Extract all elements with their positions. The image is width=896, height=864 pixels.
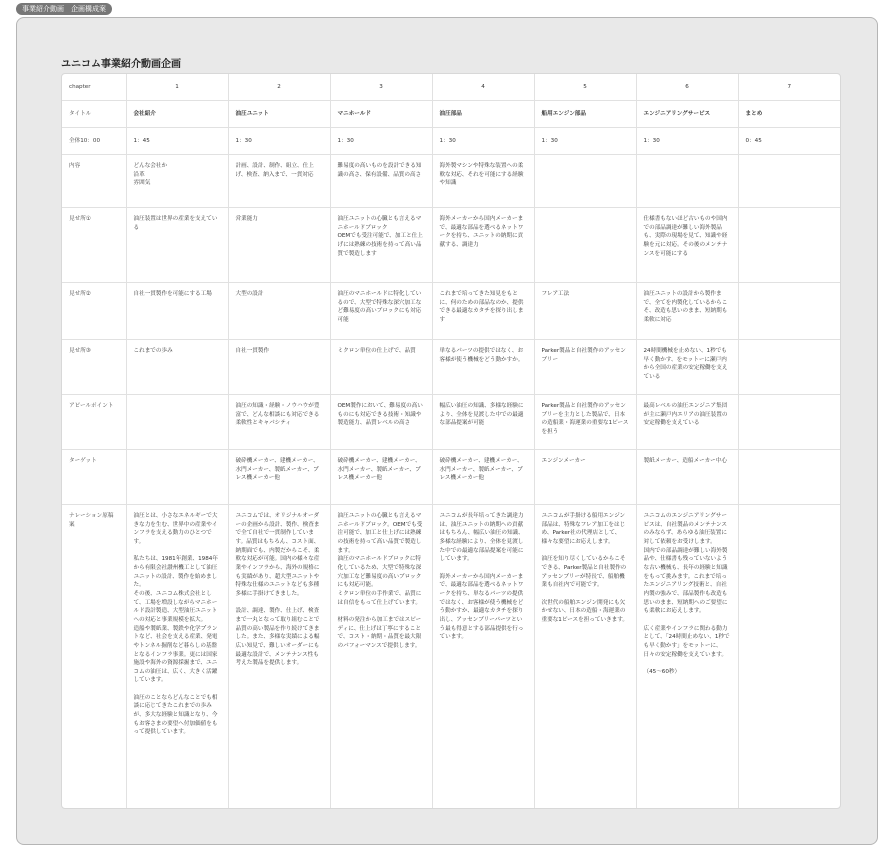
table-cell[interactable]: 油圧装置は世界の産業を支えている bbox=[126, 208, 228, 283]
table-cell[interactable]: 油圧部品 bbox=[432, 101, 534, 128]
table-cell[interactable]: ユニコムが手掛ける船用エンジン部品は、特殊なフレア加工をはじめ、Parker社の代理店として、様々な要望にお応えします。 油圧を知り尽くしているからこそできる、Parker製品と自社製作のアッセンブリーが特長で、船舶機業も自社内で可能です。 次世代の船舶エンジン開発にも欠かせない、日本の造船・海運業の重要な1ピースを担っていきます。 bbox=[534, 505, 636, 810]
row-header: chapter bbox=[62, 74, 126, 101]
table-cell[interactable]: 1：30 bbox=[228, 128, 330, 155]
table-cell[interactable]: 24時間機械を止めない、1秒でも早く動かす、をモットーに瀬戸内から全国の産業の安定稼働を支えている bbox=[636, 340, 738, 395]
table-cell[interactable]: 油圧ユニット bbox=[228, 101, 330, 128]
table-cell[interactable]: 大型の設計 bbox=[228, 283, 330, 340]
table-cell[interactable]: 1：30 bbox=[432, 128, 534, 155]
table-cell[interactable]: 1 bbox=[126, 74, 228, 101]
row-header: アピールポイント bbox=[62, 395, 126, 450]
table-cell[interactable]: 仕様書もないほど古いものや国内での部品調達が難しい海外製品も、実際の現場を見て、知識や経験を元に対応。その後のメンテナンスを可能にする bbox=[636, 208, 738, 283]
duration-row bbox=[62, 128, 840, 155]
table-cell[interactable] bbox=[534, 155, 636, 208]
plan-table-grid bbox=[62, 74, 840, 809]
table-cell[interactable]: 6 bbox=[636, 74, 738, 101]
table-cell[interactable] bbox=[738, 505, 840, 810]
table-cell[interactable]: 会社紹介 bbox=[126, 101, 228, 128]
table-cell[interactable]: 1：30 bbox=[636, 128, 738, 155]
row-header: 見せ所③ bbox=[62, 340, 126, 395]
target-row bbox=[62, 450, 840, 505]
table-cell[interactable]: 5 bbox=[534, 74, 636, 101]
content-row bbox=[62, 155, 840, 208]
table-cell[interactable]: 油圧ユニットの心臓とも言えるマニホールドブロック OEMでも受注可能で、加工と仕上げには熟練の技術を持って高い品質で製造します bbox=[330, 208, 432, 283]
table-cell[interactable]: 油圧のマニホールドに特化しているので、大型で特殊な深穴加工など難易度の高いブロックにも対応可能 bbox=[330, 283, 432, 340]
table-cell[interactable]: どんな会社か 沿革 雰囲気 bbox=[126, 155, 228, 208]
page-title: ユニコム事業紹介動画企画 bbox=[61, 59, 181, 70]
table-cell[interactable]: 計画、設計、制作、組立、仕上げ、検査、納入まで、一貫対応 bbox=[228, 155, 330, 208]
table-cell[interactable]: 船用エンジン部品 bbox=[534, 101, 636, 128]
table-cell[interactable]: ユニコムでは、オリジナルオーダーの企画から設計、製作、検査まで全て自社で一貫制作しています。品質はもちろん、コスト面、納期面でも、内製だからこそ、柔軟な対応が可能。国内の様々な産業やインフラから、海外の規格にも実績があり、超大型ユニットや特殊な仕様のユニットなども多種多様に手掛けてきました。 設計、調達、製作、仕上げ、検査まで一丸となって取り組むことで品質の高い製品を作り続けてきました。また、多様な実績による幅広い知見で、難しいオーダーにも最適な設計で、メンテナンス性も考えた製品を提供します。 bbox=[228, 505, 330, 810]
table-cell[interactable]: 破砕機メーカー、建機メーカー、水門メーカー、製紙メーカー、プレス機メーカー他 bbox=[432, 450, 534, 505]
row-header: 見せ所② bbox=[62, 283, 126, 340]
table-cell[interactable] bbox=[738, 155, 840, 208]
table-cell[interactable]: まとめ bbox=[738, 101, 840, 128]
table-cell[interactable] bbox=[126, 395, 228, 450]
table-cell[interactable]: これまで培ってきた知見をもとに、何のための部品なのか、提供できる最適なカタチを探り出します bbox=[432, 283, 534, 340]
table-cell[interactable]: 2 bbox=[228, 74, 330, 101]
table-cell[interactable]: 営業能力 bbox=[228, 208, 330, 283]
plan-table bbox=[61, 73, 841, 809]
row-header: 内容 bbox=[62, 155, 126, 208]
table-cell[interactable]: Parker製品と自社製作のアッセンブリーを主力とした製品で、日本の造船業・海運業の重要な1ピースを担う bbox=[534, 395, 636, 450]
table-cell[interactable] bbox=[738, 395, 840, 450]
table-cell[interactable] bbox=[738, 283, 840, 340]
row-header: 見せ所① bbox=[62, 208, 126, 283]
table-cell[interactable]: 油圧とは、小さなエネルギーで大きな力を生む、世界中の産業やインフラを支える動力のひとつです。 私たちは、1981年創業、1984年から有限会社讃州機工として油圧ユニットの設計、製作を始めました。 その後、ユニコム株式会社として、工場を増設しながらマニホールド設計製造、大型油圧ユニットへの対応と事業規模を拡大。 造船や製紙業、製鉄や化学プラントなど、社会を支える産業、発電やトンネル掘削など暮らしの基盤となるインフラ事業。更には国家施設や海外の資源採掘まで、ユニコムの油圧は、広く、大きく活躍しています。 油圧のことならどんなことでも相談に応じてきたこれまでの歩みが、多大な経験と知識となり、今もお客さまの要望へ付加価値をもって提供しています。 bbox=[126, 505, 228, 810]
appeal-point-row bbox=[62, 395, 840, 450]
highlight-2-row bbox=[62, 283, 840, 340]
table-cell[interactable]: エンジンメーカー bbox=[534, 450, 636, 505]
table-cell[interactable]: 油圧ユニットの設計から製作まで、全てを内製化しているからこそ、改造も思いのまま、短納期も柔軟に対応 bbox=[636, 283, 738, 340]
table-cell[interactable]: これまでの歩み bbox=[126, 340, 228, 395]
table-cell[interactable]: 破砕機メーカー、建機メーカー、水門メーカー、製紙メーカー、プレス機メーカー他 bbox=[228, 450, 330, 505]
table-cell[interactable]: 最高レベルの油圧エンジニア集団が主に瀬戸内エリアの油圧装置の安定稼働を支えている bbox=[636, 395, 738, 450]
table-cell[interactable]: 製紙メーカー、造船メーカー中心 bbox=[636, 450, 738, 505]
table-cell[interactable]: 0：45 bbox=[738, 128, 840, 155]
highlight-1-row bbox=[62, 208, 840, 283]
highlight-3-row bbox=[62, 340, 840, 395]
table-cell[interactable]: 海外メーカーから国内メーカーまで、最適な部品を選べるネットワークを持ち、ユニットの納期に貢献する、調達力 bbox=[432, 208, 534, 283]
chapter-row bbox=[62, 74, 840, 101]
table-cell[interactable]: エンジニアリングサービス bbox=[636, 101, 738, 128]
table-cell[interactable]: 難易度の高いものを設計できる知識の高さ、保有設備、品質の高さ bbox=[330, 155, 432, 208]
table-cell[interactable] bbox=[534, 208, 636, 283]
table-cell[interactable]: 1：45 bbox=[126, 128, 228, 155]
table-cell[interactable]: 7 bbox=[738, 74, 840, 101]
table-cell[interactable]: 1：30 bbox=[330, 128, 432, 155]
table-cell[interactable]: ユニコムが長年培ってきた調達力は、油圧ユニットの納期への貢献はもちろん、幅広い油圧の知識、多様な経験により、全体を見渡した中での最適な部品提案を可能にしています。 海外メーカーから国内メーカーまで、最適な部品を選べるネットワークを持ち、単なるパーツの提供ではなく、お客様が使う機械をどう動かすか、最適なカタチを探り出し、アッセンブリーパーツという最も得意とする部品提供を行っています。 bbox=[432, 505, 534, 810]
narration-row bbox=[62, 505, 840, 810]
row-header: タイトル bbox=[62, 101, 126, 128]
table-cell[interactable]: 自社一貫製作を可能にする工場 bbox=[126, 283, 228, 340]
table-cell[interactable] bbox=[126, 450, 228, 505]
table-cell[interactable]: 単なるパーツの提供ではなく、お客様が使う機械をどう動かすか。 bbox=[432, 340, 534, 395]
table-cell[interactable]: 油圧ユニットの心臓とも言えるマニホールドブロック。OEMでも受注可能で、加工と仕上げには熟練の技術を持って高い品質で製造します。 油圧のマニホールドブロックに特化しているため、大型で特殊な深穴加工など難易度の高いブロックにも対応可能。 ミクロン単位の手作業で、品質には自信をもって仕上げています。 材料の発注から加工まではスピーディに、仕上げは丁寧にすることで、コスト・納期・品質を最大限のパフォーマンスで提供します。 bbox=[330, 505, 432, 810]
row-header: 全体10：00 bbox=[62, 128, 126, 155]
table-cell[interactable] bbox=[738, 208, 840, 283]
title-row bbox=[62, 101, 840, 128]
table-cell[interactable]: 自社一貫製作 bbox=[228, 340, 330, 395]
document-tab-chip[interactable]: 事業紹介動画 企画構成案 bbox=[16, 3, 112, 15]
table-cell[interactable]: マニホールド bbox=[330, 101, 432, 128]
row-header: ナレーション原稿案 bbox=[62, 505, 126, 810]
table-cell[interactable]: 幅広い油圧の知識、多様な経験により、全体を見渡した中での最適な部品提案が可能 bbox=[432, 395, 534, 450]
table-cell[interactable] bbox=[738, 450, 840, 505]
row-header: ターゲット bbox=[62, 450, 126, 505]
table-cell[interactable]: 海外製マシンや特殊な装置への柔軟な対応、それを可能にする経験や知識 bbox=[432, 155, 534, 208]
table-cell[interactable]: 油圧の知識・経験・ノウハウが豊富で、どんな相談にも対応できる柔軟性とキャパシティ bbox=[228, 395, 330, 450]
table-cell[interactable]: フレア工法 bbox=[534, 283, 636, 340]
table-cell[interactable]: Parker製品と自社製作のアッセンブリー bbox=[534, 340, 636, 395]
table-cell[interactable]: OEM製作において、難易度の高いものにも対応できる技術・知識や製造能力、品質レベルの高さ bbox=[330, 395, 432, 450]
table-cell[interactable] bbox=[636, 155, 738, 208]
table-cell[interactable]: ミクロン単位の仕上げで、品質 bbox=[330, 340, 432, 395]
table-cell[interactable]: 4 bbox=[432, 74, 534, 101]
table-cell[interactable]: 3 bbox=[330, 74, 432, 101]
table-cell[interactable]: ユニコムのエンジニアリングサービスは、自社製品のメンテナンスのみならず、あらゆる油圧装置に対して依頼をお受けします。 国内での部品調達が難しい海外製品や、仕様書も残っていないような古い機械も、長年の経験と知識をもって挑みます。これまで培ったエンジニアリング技術と、自社内製の強みで、部品製作も改造も思いのまま、短納期へのご要望にも柔軟にお応えします。 広く産業やインフラに関わる動力として、「24時間止めない、1秒でも早く動かす」をモットーに、日々の安定稼働を支えています。 （45～60秒） bbox=[636, 505, 738, 810]
table-cell[interactable]: 1：30 bbox=[534, 128, 636, 155]
table-cell[interactable]: 破砕機メーカー、建機メーカー、水門メーカー、製紙メーカー、プレス機メーカー他 bbox=[330, 450, 432, 505]
table-cell[interactable] bbox=[738, 340, 840, 395]
